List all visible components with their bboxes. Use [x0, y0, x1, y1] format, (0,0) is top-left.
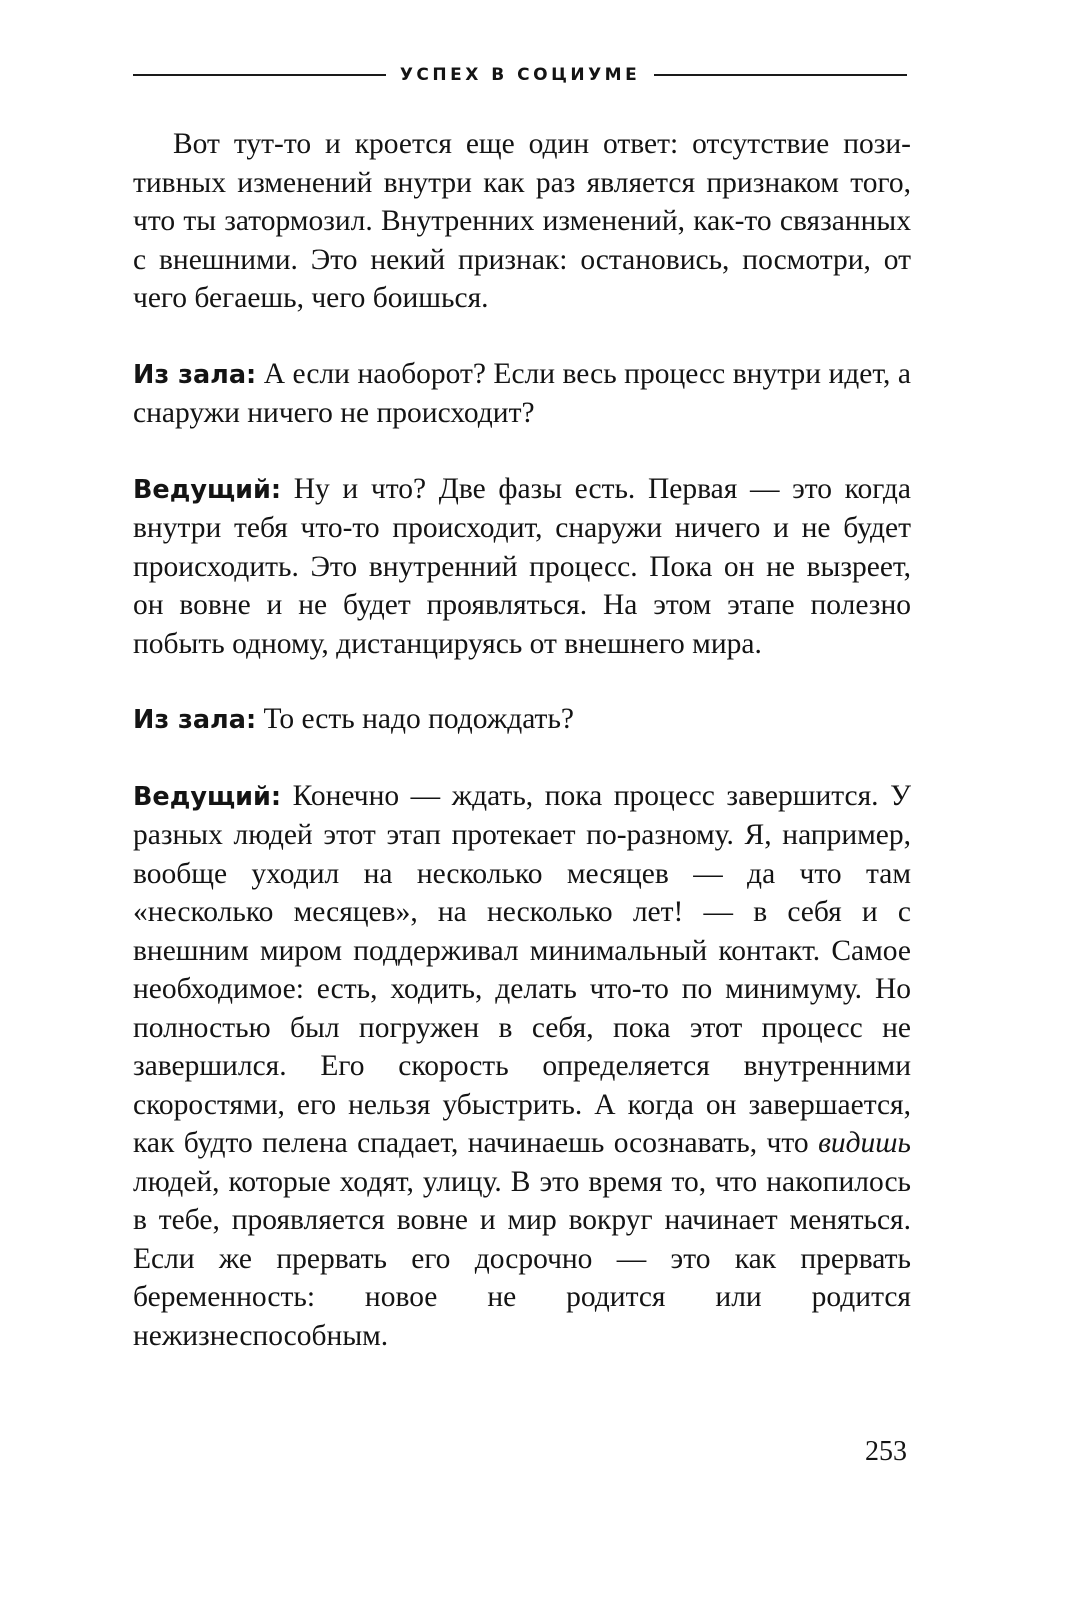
speaker-label: Ведущий:: [133, 781, 282, 812]
paragraph-5-italic: видишь: [818, 1127, 911, 1159]
speaker-label: Ведущий:: [133, 474, 282, 505]
paragraph-2-text: А если наоборот? Если весь процесс внутри идет, а снаружи ничего не происходит?: [133, 357, 911, 429]
paragraph-5-text-a: Конечно — ждать, пока процесс завершится. У разных людей этот этап протекает по-разному. Я, например, вообще уходил на несколько месяцев — да что там «несколько месяцев», на несколько лет! — в себя и с внешним миром поддерживал минимальный контакт. Самое необходимое: есть, ходить, делать что-то по минимуму. Но полностью был погружен в себя, пока этот процесс не завершился. Его скорость определяется внутренними скоростями, его нельзя убыстрить. А когда он завершается, как будто пелена спадает, начинаешь осознавать, что: [133, 779, 911, 1159]
running-head-rule-right: [654, 74, 907, 76]
paragraph-4-text: То есть надо подождать?: [256, 703, 574, 735]
speaker-label: Из зала:: [133, 705, 257, 735]
speaker-label: Из зала:: [133, 359, 257, 390]
paragraph-3: [133, 470, 911, 664]
paragraph-2: [133, 355, 911, 433]
running-head: [133, 62, 907, 88]
paragraph-5-text-b: людей, которые ходят, улицу. В это время то, что накопилось в тебе, проявляется вовне и мир вокруг начинает меняться. Если же прервать его досрочно — это как прервать беременность: новое не родится или родится нежизнеспособным.: [133, 1165, 911, 1352]
paragraph-5: [133, 777, 911, 1356]
paragraph-1: Вот тут-то и кроется еще один ответ: отсутствие позитивных изменений внутри как раз является признаком того, что ты затормозил. Внутренних изменений, как-то связанных с внешними. Это некий признак: остановись, посмотри, от чего бегаешь, чего боишься.: [133, 128, 911, 314]
paragraph-4: [133, 700, 911, 740]
body-text: [133, 125, 911, 1355]
paragraph-3-text: Ну и что? Две фазы есть. Первая — это когда внутри тебя что-то происходит, снаружи ничего и не будет происходить. Это внутренний процесс. Пока он не вызреет, он вовне и не будет проявляться. На этом этапе полезно побыть одному, дистанцируясь от внешнего мира.: [133, 472, 911, 660]
page-number: 253: [865, 1436, 907, 1467]
running-head-rule-left: [133, 74, 386, 76]
running-title: УСПЕХ В СОЦИУМЕ: [399, 65, 641, 85]
